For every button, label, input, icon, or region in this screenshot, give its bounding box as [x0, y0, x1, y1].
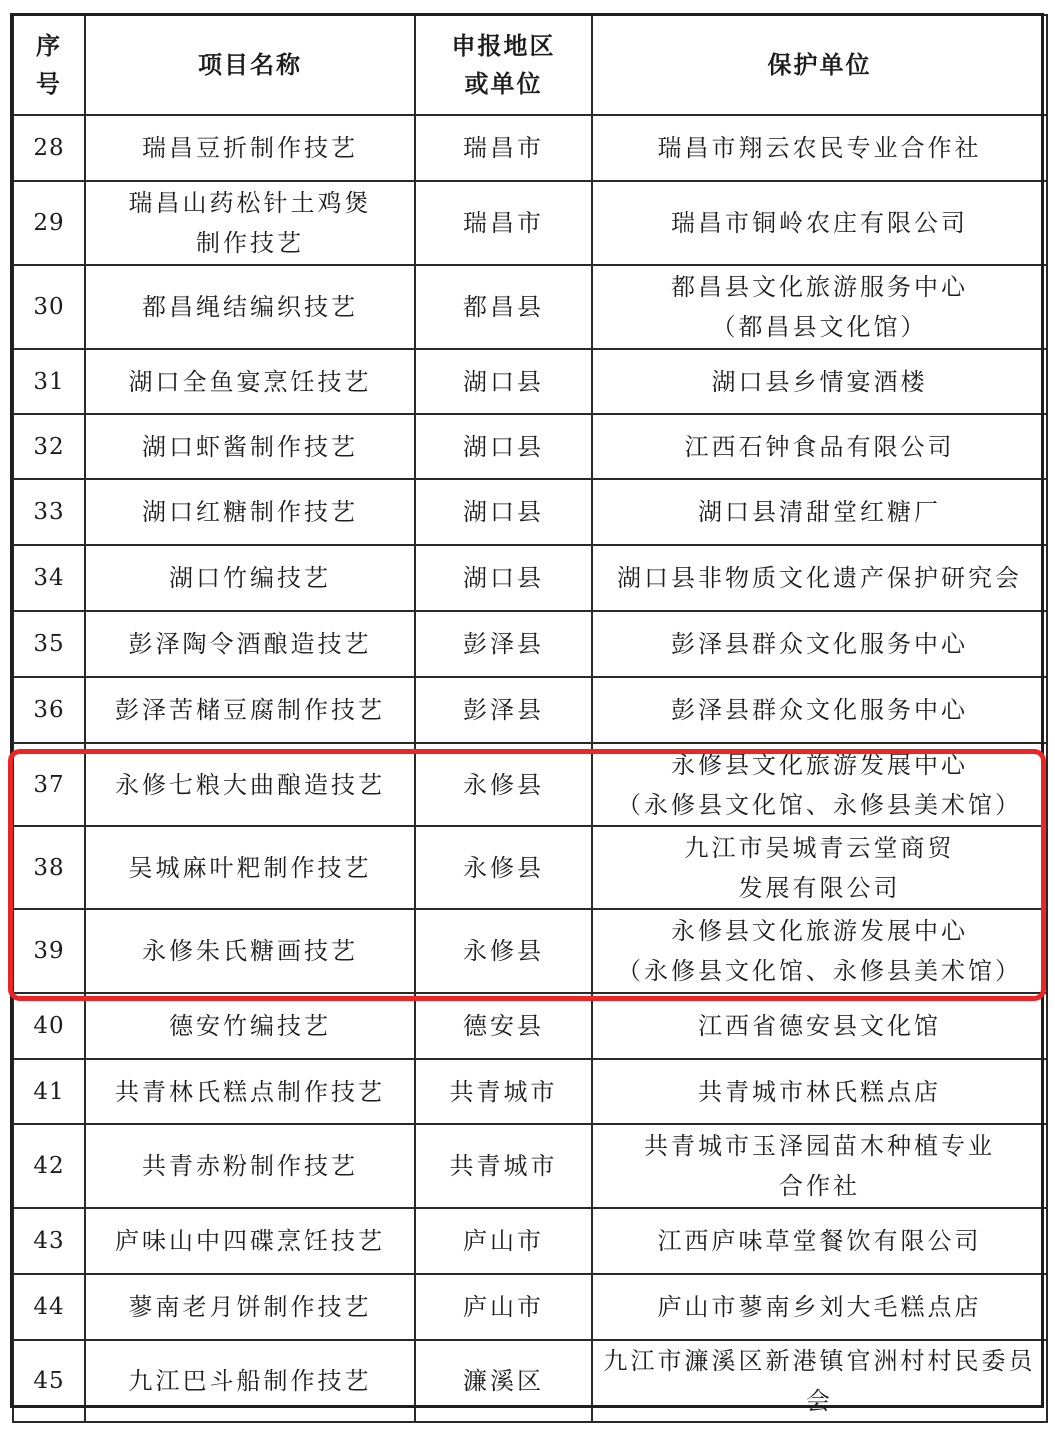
row-region: 德安县 — [415, 993, 592, 1059]
heritage-list-table — [12, 14, 1048, 1423]
row-serial-number: 36 — [13, 677, 85, 743]
row-serial-number: 43 — [13, 1208, 85, 1274]
row-protection-unit: 江西省德安县文化馆 — [592, 993, 1047, 1059]
row-region: 庐山市 — [415, 1274, 592, 1340]
row-region: 永修县 — [415, 909, 592, 993]
table-row — [13, 1340, 1047, 1422]
row-serial-number: 41 — [13, 1059, 85, 1124]
table-row — [13, 115, 1047, 181]
table-body — [13, 115, 1047, 1422]
row-project-name: 湖口全鱼宴烹饪技艺 — [85, 349, 415, 414]
row-project-name: 永修七粮大曲酿造技艺 — [85, 743, 415, 826]
table-row — [13, 677, 1047, 743]
row-region: 永修县 — [415, 743, 592, 826]
row-region: 彭泽县 — [415, 611, 592, 677]
row-serial-number: 44 — [13, 1274, 85, 1340]
row-project-name: 蓼南老月饼制作技艺 — [85, 1274, 415, 1340]
header-row — [13, 15, 1047, 115]
row-protection-unit: 瑞昌市铜岭农庄有限公司 — [592, 181, 1047, 265]
row-serial-number: 29 — [13, 181, 85, 265]
row-region: 湖口县 — [415, 414, 592, 479]
header-protection-unit: 保护单位 — [592, 15, 1047, 115]
row-region: 濂溪区 — [415, 1340, 592, 1422]
row-protection-unit: 湖口县清甜堂红糖厂 — [592, 479, 1047, 545]
table-row — [13, 349, 1047, 414]
table-row — [13, 265, 1047, 349]
row-region: 共青城市 — [415, 1124, 592, 1208]
row-protection-unit: 湖口县非物质文化遗产保护研究会 — [592, 545, 1047, 611]
row-region: 瑞昌市 — [415, 181, 592, 265]
table-row — [13, 1124, 1047, 1208]
row-serial-number: 35 — [13, 611, 85, 677]
row-project-name: 都昌绳结编织技艺 — [85, 265, 415, 349]
row-protection-unit: 江西石钟食品有限公司 — [592, 414, 1047, 479]
table-row — [13, 545, 1047, 611]
row-region: 瑞昌市 — [415, 115, 592, 181]
row-protection-unit: 湖口县乡情宴酒楼 — [592, 349, 1047, 414]
row-protection-unit: 九江市吴城青云堂商贸 发展有限公司 — [592, 826, 1047, 909]
row-protection-unit: 共青城市林氏糕点店 — [592, 1059, 1047, 1124]
table-row — [13, 1059, 1047, 1124]
row-protection-unit: 九江市濂溪区新港镇官洲村村民委员会 — [592, 1340, 1047, 1422]
row-protection-unit: 庐山市蓼南乡刘大毛糕点店 — [592, 1274, 1047, 1340]
row-protection-unit: 彭泽县群众文化服务中心 — [592, 677, 1047, 743]
row-project-name: 吴城麻叶粑制作技艺 — [85, 826, 415, 909]
row-project-name: 瑞昌豆折制作技艺 — [85, 115, 415, 181]
table-row — [13, 993, 1047, 1059]
row-protection-unit: 共青城市玉泽园苗木种植专业 合作社 — [592, 1124, 1047, 1208]
header-region: 申报地区 或单位 — [415, 15, 592, 115]
row-serial-number: 32 — [13, 414, 85, 479]
row-project-name: 湖口竹编技艺 — [85, 545, 415, 611]
table-row — [13, 826, 1047, 909]
row-region: 湖口县 — [415, 545, 592, 611]
row-region: 湖口县 — [415, 349, 592, 414]
row-region: 都昌县 — [415, 265, 592, 349]
row-project-name: 彭泽苦槠豆腐制作技艺 — [85, 677, 415, 743]
row-region: 庐山市 — [415, 1208, 592, 1274]
row-protection-unit: 瑞昌市翔云农民专业合作社 — [592, 115, 1047, 181]
row-region: 湖口县 — [415, 479, 592, 545]
row-protection-unit: 都昌县文化旅游服务中心 （都昌县文化馆） — [592, 265, 1047, 349]
table-row — [13, 1274, 1047, 1340]
row-project-name: 湖口虾酱制作技艺 — [85, 414, 415, 479]
table-row — [13, 181, 1047, 265]
row-project-name: 永修朱氏糖画技艺 — [85, 909, 415, 993]
table-row — [13, 909, 1047, 993]
table-row — [13, 479, 1047, 545]
row-project-name: 彭泽陶令酒酿造技艺 — [85, 611, 415, 677]
row-protection-unit: 江西庐味草堂餐饮有限公司 — [592, 1208, 1047, 1274]
row-project-name: 瑞昌山药松针土鸡煲 制作技艺 — [85, 181, 415, 265]
row-region: 彭泽县 — [415, 677, 592, 743]
row-region: 共青城市 — [415, 1059, 592, 1124]
row-region: 永修县 — [415, 826, 592, 909]
row-serial-number: 33 — [13, 479, 85, 545]
row-project-name: 德安竹编技艺 — [85, 993, 415, 1059]
row-serial-number: 31 — [13, 349, 85, 414]
row-project-name: 九江巴斗船制作技艺 — [85, 1340, 415, 1422]
header-serial-number: 序 号 — [13, 15, 85, 115]
table-row — [13, 414, 1047, 479]
row-project-name: 湖口红糖制作技艺 — [85, 479, 415, 545]
row-protection-unit: 彭泽县群众文化服务中心 — [592, 611, 1047, 677]
row-serial-number: 37 — [13, 743, 85, 826]
row-serial-number: 39 — [13, 909, 85, 993]
row-serial-number: 45 — [13, 1340, 85, 1422]
row-serial-number: 40 — [13, 993, 85, 1059]
row-serial-number: 42 — [13, 1124, 85, 1208]
row-serial-number: 30 — [13, 265, 85, 349]
header-project-name: 项目名称 — [85, 15, 415, 115]
table-row — [13, 743, 1047, 826]
table-row — [13, 1208, 1047, 1274]
row-protection-unit: 永修县文化旅游发展中心 （永修县文化馆、永修县美术馆） — [592, 909, 1047, 993]
row-serial-number: 38 — [13, 826, 85, 909]
row-serial-number: 34 — [13, 545, 85, 611]
table-row — [13, 611, 1047, 677]
heritage-list-table-wrapper — [12, 14, 1046, 1415]
row-project-name: 共青赤粉制作技艺 — [85, 1124, 415, 1208]
row-serial-number: 28 — [13, 115, 85, 181]
row-project-name: 庐味山中四碟烹饪技艺 — [85, 1208, 415, 1274]
row-project-name: 共青林氏糕点制作技艺 — [85, 1059, 415, 1124]
row-protection-unit: 永修县文化旅游发展中心 （永修县文化馆、永修县美术馆） — [592, 743, 1047, 826]
